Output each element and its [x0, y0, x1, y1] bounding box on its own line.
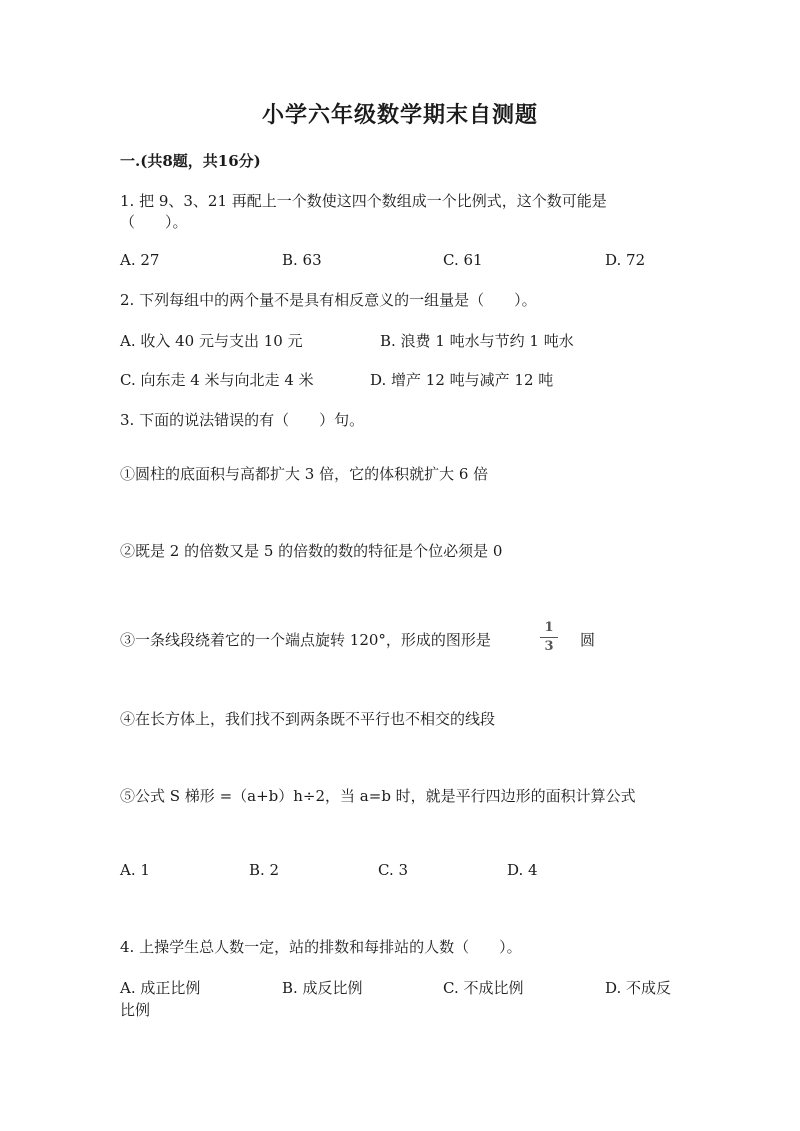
- question-3-statement-3-end: 圆: [580, 631, 596, 649]
- fraction-bar: [540, 637, 558, 638]
- page-title: 小学六年级数学期末自测题: [261, 102, 538, 128]
- section-heading: 一.(共8题，共16分): [120, 152, 261, 170]
- fraction-numerator: 1: [544, 620, 554, 635]
- question-3-statement-4: ④在长方体上，我们找不到两条既不平行也不相交的线段: [120, 710, 496, 728]
- question-3-option-d: D. 4: [507, 861, 538, 879]
- question-3-option-c: C. 3: [378, 861, 409, 879]
- question-2-option-b: B. 浪费 1 吨水与节约 1 吨水: [380, 332, 574, 350]
- question-2-option-d: D. 增产 12 吨与减产 12 吨: [370, 371, 554, 389]
- question-3-statement-1: ①圆柱的底面积与高都扩大 3 倍，它的体积就扩大 6 倍: [120, 465, 489, 483]
- question-3-statement-5: ⑤公式 S 梯形 =（a+b）h÷2，当 a=b 时，就是平行四边形的面积计算公式: [120, 787, 636, 805]
- question-1-stem: 1. 把 9、3、21 再配上一个数使这四个数组成一个比例式，这个数可能是: [120, 192, 607, 210]
- question-1-option-a: A. 27: [120, 251, 160, 269]
- question-4-option-d: D. 不成反: [605, 979, 672, 997]
- question-1-stem-continued: （ ）。: [120, 213, 188, 231]
- question-4-stem: 4. 上操学生总人数一定，站的排数和每排站的人数（ ）。: [120, 938, 522, 956]
- question-4-option-d-continued: 比例: [120, 1001, 151, 1019]
- question-3-statement-2: ②既是 2 的倍数又是 5 的倍数的数的特征是个位必须是 0: [120, 542, 503, 560]
- question-1-option-c: C. 61: [443, 251, 483, 269]
- question-4-option-a: A. 成正比例: [120, 979, 201, 997]
- question-4-option-b: B. 成反比例: [282, 979, 363, 997]
- question-1-option-d: D. 72: [605, 251, 646, 269]
- question-2-option-c: C. 向东走 4 米与向北走 4 米: [120, 371, 314, 389]
- fraction-one-third: [540, 620, 558, 655]
- question-3-option-b: B. 2: [249, 861, 280, 879]
- fraction-denominator: 3: [544, 639, 554, 654]
- question-1-option-b: B. 63: [282, 251, 322, 269]
- question-4-option-c: C. 不成比例: [443, 979, 524, 997]
- question-3-statement-3: ③一条线段绕着它的一个端点旋转 120°，形成的图形是: [120, 631, 491, 649]
- question-3-option-a: A. 1: [120, 861, 150, 879]
- question-2-option-a: A. 收入 40 元与支出 10 元: [120, 332, 303, 350]
- question-3-stem: 3. 下面的说法错误的有（ ）句。: [120, 411, 365, 429]
- question-2-stem: 2. 下列每组中的两个量不是具有相反意义的一组量是（ ）。: [120, 291, 537, 309]
